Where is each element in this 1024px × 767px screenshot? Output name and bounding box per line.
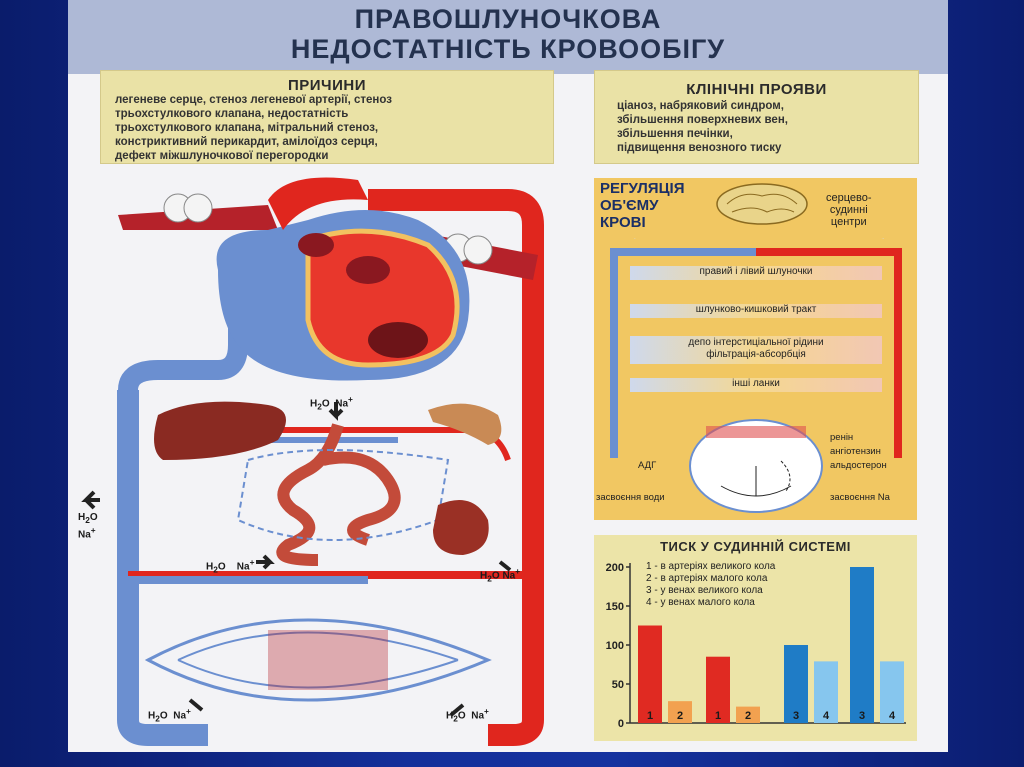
causes-line: дефект міжшлуночкової перегородки [115,150,329,162]
band-other: інші ланки [630,378,882,392]
water-sodium-label: $H_2O$ Na+ [446,706,489,724]
bar-label: 1 [714,710,722,722]
y-tick-label: 200 [605,562,624,574]
legend-entry: 2 - в артеріях малого кола [646,573,768,584]
clinical-panel [594,70,919,164]
bar-label: 3 [858,710,866,722]
bar-label: 4 [888,710,896,722]
adh-label: АДГ [638,460,657,471]
circulation-diagram [68,160,588,752]
lung-left-icon [164,194,212,222]
water-sodium-label: $H_2O$ Na+ [78,512,98,541]
liver-icon [154,402,286,460]
regulation-title: РЕГУЛЯЦІЯ ОБ'ЄМУ КРОВІ [600,180,685,231]
clinical-heading: КЛІНІЧНІ ПРОЯВИ [686,81,827,98]
y-tick-label: 50 [611,679,624,691]
causes-panel [100,70,554,164]
spleen-icon [428,404,501,445]
bar-label: 3 [792,710,800,722]
title-band [68,0,948,74]
water-sodium-label: $H_2O$ Na+ [310,394,353,412]
intestines-icon [238,425,448,560]
causes-line: легеневе серце, стеноз легеневої артерії, стеноз [115,94,392,106]
renin-label: ренін [830,432,854,443]
water-sodium-label: $H_2O$ Na+ [480,566,521,584]
clinical-text [617,99,917,155]
kidney-loop-icon [686,416,826,516]
poster [68,0,948,752]
legend-entry: 4 - у венах малого кола [646,597,755,608]
legend-entry: 1 - в артеріях великого кола [646,561,776,572]
arrow-bottom-left-icon [190,700,202,710]
bar [638,626,662,724]
kidney-icon [433,500,489,555]
clinical-line: збільшення печінки, [617,128,733,140]
arrow-right-icon [256,556,270,568]
water-sodium-label: $H_2O$ Na+ [148,706,191,724]
title-line-2: НЕДОСТАТНІСТЬ КРОВООБІГУ [290,34,726,64]
aldosterone-label: альдостерон [830,460,887,471]
y-tick-label: 0 [617,718,624,730]
pressure-chart [594,535,917,741]
y-tick-label: 150 [605,601,624,613]
y-tick-label: 100 [605,640,624,652]
causes-line: трьохстулкового клапана, мітральний стеноз, [115,122,379,134]
causes-heading: ПРИЧИНИ [287,77,366,94]
bar-label: 2 [676,710,684,722]
bar-label: 4 [822,710,830,722]
angiotensin-label: ангіотензин [830,446,881,457]
arrow-out-left-icon [86,492,100,508]
bar-label: 2 [744,710,752,722]
bar [850,567,874,723]
legend-entry: 3 - у венах великого кола [646,585,763,596]
clinical-line: підвищення венозного тиску [617,142,782,154]
causes-line: трьохстулкового клапана, недостатність [115,108,349,120]
brain-icon [712,182,812,228]
regulation-panel [594,178,917,520]
title-line-1: ПРАВОШЛУНОЧКОВА [354,4,662,34]
capillary-bed-icon [148,620,488,700]
clinical-line: ціаноз, набряковий синдром, [617,100,784,112]
bar-label: 1 [646,710,654,722]
chart-title: ТИСК У СУДИННІЙ СИСТЕМІ [660,539,851,554]
band-gi-tract: шлунково-кишковий тракт [630,304,882,318]
na-absorption-label: засвоєння Na [830,492,890,503]
clinical-line: збільшення поверхневих вен, [617,114,788,126]
causes-text [115,93,545,163]
band-interstitial: депо інтерстиціальної рідини фільтрація-абсорбція [630,336,882,364]
pressure-chart-panel [594,535,917,741]
band-ventricles: правий і лівий шлуночки [630,266,882,280]
water-absorption-label: засвоєння води [596,492,665,503]
water-sodium-label: $H_2O$ Na+ [206,557,255,575]
causes-line: констриктивний перикардит, амілоїдоз серця, [115,136,378,148]
centers-label: серцево- судинні центри [826,192,872,228]
